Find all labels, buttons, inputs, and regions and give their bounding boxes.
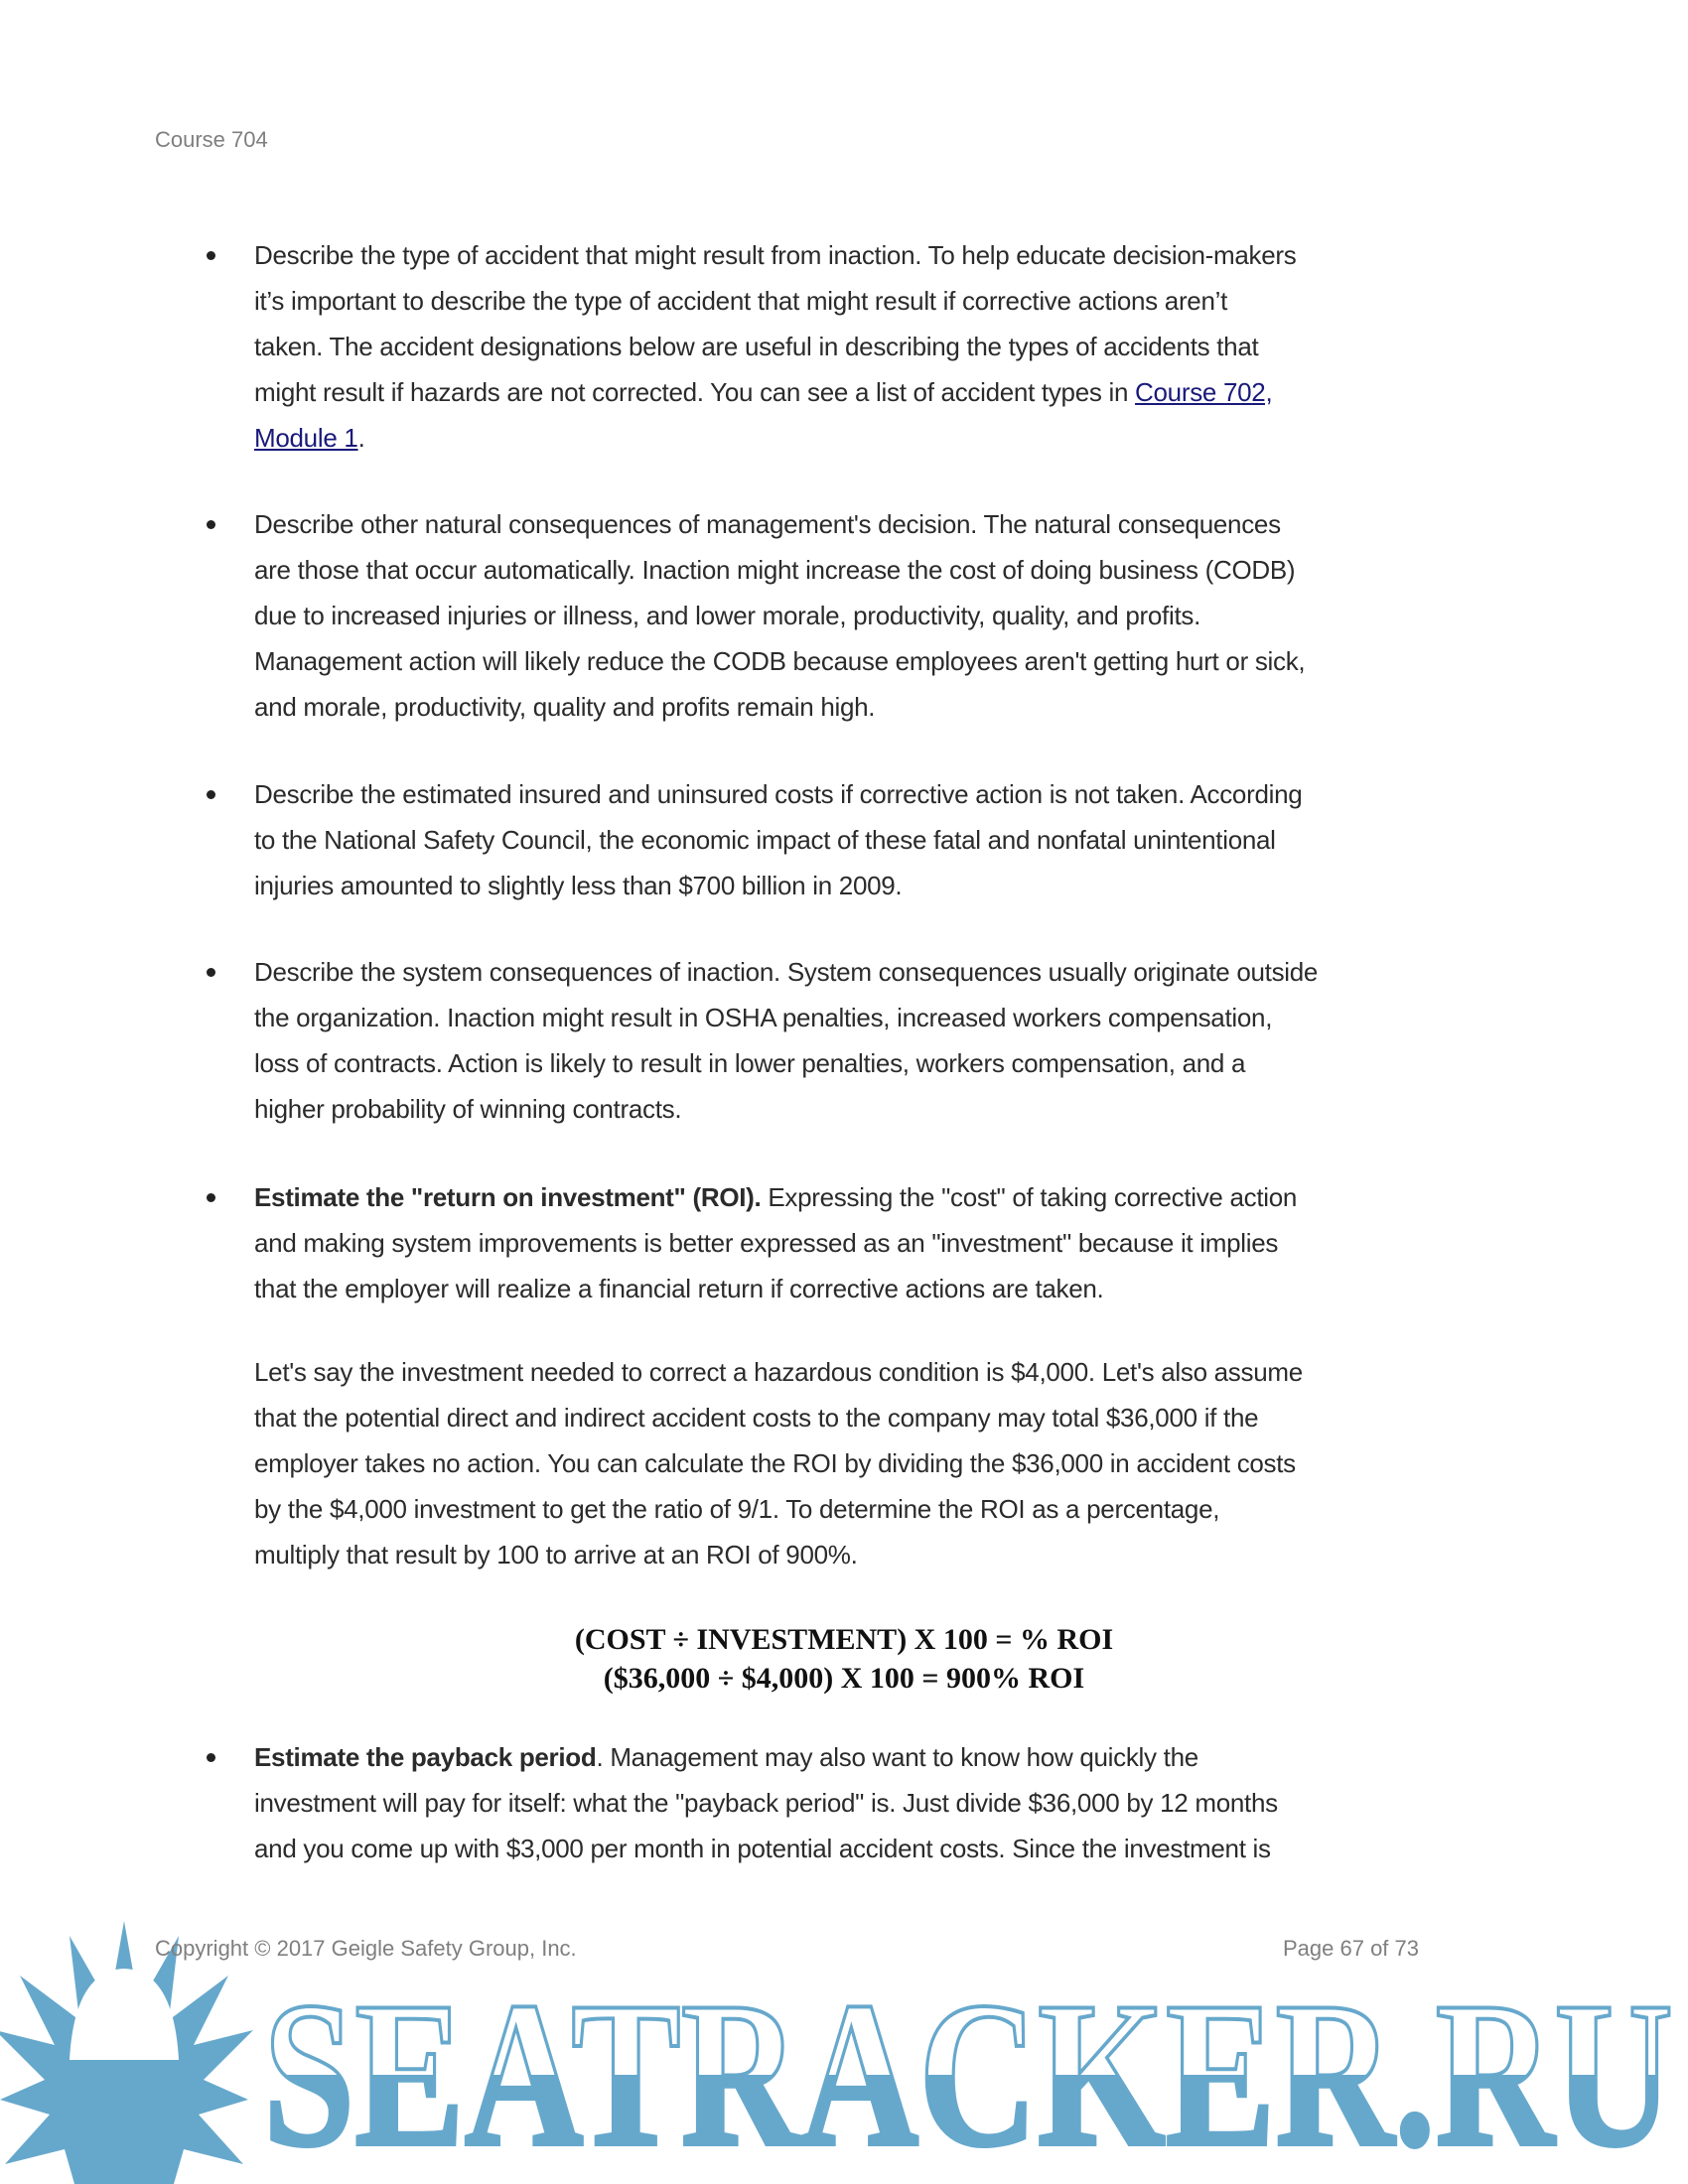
formula-line: (COST ÷ INVESTMENT) X 100 = % ROI: [574, 1623, 1114, 1656]
text-line: and you come up with $3,000 per month in potential accident costs. Since the investment is: [254, 1834, 1271, 1863]
bullet-dot: [207, 251, 215, 260]
bullet-insured-costs: [254, 771, 1545, 908]
text-line: Describe the system consequences of inaction. System consequences usually originate outside: [254, 957, 1319, 987]
text-line: [254, 415, 1545, 461]
text-line: and making system improvements is better expressed as an "investment" because it implies: [254, 1228, 1279, 1258]
text-line: taken. The accident designations below are useful in describing the types of accidents that: [254, 332, 1259, 361]
text-line: [254, 1174, 1545, 1220]
text-segment: . Management may also want to know how quickly the: [596, 1742, 1198, 1772]
text-line: Describe the type of accident that might result from inaction. To help educate decision-makers: [254, 240, 1297, 270]
text-line: Management action will likely reduce the CODB because employees aren't getting hurt or sick,: [254, 646, 1306, 676]
bullet-dot: [207, 968, 215, 977]
text-line: higher probability of winning contracts.: [254, 1094, 682, 1124]
roi-formula: [0, 1620, 1688, 1698]
text-line: it’s important to describe the type of accident that might result if corrective actions aren’t: [254, 286, 1228, 316]
text-line: multiply that result by 100 to arrive at an ROI of 900%.: [254, 1540, 858, 1570]
footer-copyright: Copyright © 2017 Geigle Safety Group, Inc.: [155, 1936, 577, 1961]
text-segment: .: [357, 423, 365, 453]
text-line: injuries amounted to slightly less than $700 billion in 2009.: [254, 871, 903, 900]
module-1-link[interactable]: Module 1: [254, 423, 358, 453]
bullet-system-consequences: [254, 949, 1545, 1132]
text-segment: Expressing the "cost" of taking corrective action: [761, 1182, 1298, 1212]
bold-lead: Estimate the "return on investment" (ROI).: [254, 1182, 762, 1212]
roi-example-paragraph: [254, 1349, 1545, 1577]
bullet-dot: [207, 520, 215, 529]
text-line: the organization. Inaction might result in OSHA penalties, increased workers compensation,: [254, 1003, 1273, 1032]
bullet-dot: [207, 1753, 215, 1762]
bullet-natural-consequences: [254, 501, 1545, 730]
text-line: due to increased injuries or illness, and lower morale, productivity, quality, and profits.: [254, 601, 1200, 630]
watermark-text: SEATRACKER.RU: [263, 1960, 1673, 2184]
text-line: by the $4,000 investment to get the ratio of 9/1. To determine the ROI as a percentage,: [254, 1494, 1220, 1524]
text-line: [254, 1734, 1545, 1780]
bold-lead: Estimate the payback period: [254, 1742, 597, 1772]
text-segment: might result if hazards are not corrected. You can see a list of accident types in: [254, 377, 1136, 407]
running-header: Course 704: [155, 127, 268, 152]
text-line: Let's say the investment needed to correct a hazardous condition is $4,000. Let's also assume: [254, 1357, 1303, 1387]
bullet-dot: [207, 790, 215, 799]
text-line: loss of contracts. Action is likely to result in lower penalties, workers compensation, and a: [254, 1048, 1246, 1078]
text-line: are those that occur automatically. Inaction might increase the cost of doing business (CODB): [254, 555, 1296, 585]
text-line: [254, 369, 1545, 415]
text-line: investment will pay for itself: what the "payback period" is. Just divide $36,000 by 12 months: [254, 1788, 1278, 1818]
text-line: that the employer will realize a financial return if corrective actions are taken.: [254, 1274, 1104, 1303]
text-line: that the potential direct and indirect accident costs to the company may total $36,000 if the: [254, 1403, 1259, 1433]
bullet-accident-type: [254, 232, 1545, 461]
text-line: Describe the estimated insured and uninsured costs if corrective action is not taken. According: [254, 779, 1303, 809]
text-line: Describe other natural consequences of management's decision. The natural consequences: [254, 509, 1281, 539]
bullet-roi: [254, 1174, 1545, 1311]
formula-line: ($36,000 ÷ $4,000) X 100 = 900% ROI: [603, 1662, 1085, 1695]
text-line: and morale, productivity, quality and profits remain high.: [254, 692, 876, 722]
footer-page-number: Page 67 of 73: [1283, 1936, 1420, 1961]
text-line: to the National Safety Council, the economic impact of these fatal and nonfatal unintentional: [254, 825, 1276, 855]
bullet-payback-period: [254, 1734, 1545, 1871]
course-702-link[interactable]: Course 702,: [1135, 377, 1273, 407]
text-line: employer takes no action. You can calculate the ROI by dividing the $36,000 in accident costs: [254, 1448, 1296, 1478]
bullet-dot: [207, 1193, 215, 1202]
